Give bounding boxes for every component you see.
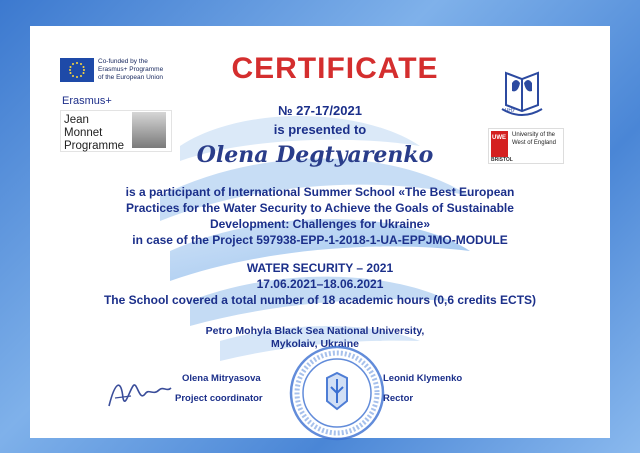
hours-statement: The School covered a total number of 18 academic hours (0,6 credits ECTS) — [103, 293, 537, 307]
bristol-label: BRISTOL — [491, 157, 513, 163]
left-signatory-role: Project coordinator — [175, 393, 263, 404]
university-seal-stamp — [287, 343, 387, 443]
uwe-logo-text: UWE — [492, 135, 506, 141]
university-line-2: Mykolaiv, Ukraine — [271, 338, 359, 350]
body-line-2: Practices for the Water Security to Achieve the Goals of Sustainable — [126, 201, 514, 215]
chnu-university-logo — [496, 65, 548, 121]
eu-cofunded-text: Co-funded by the Erasmus+ Programme of the European Union — [98, 58, 164, 81]
body-line-1: is a participant of International Summer School «The Best European — [125, 185, 515, 199]
presented-to-text: is presented to — [273, 122, 367, 137]
body-line-4: in case of the Project 597938-EPP-1-2018-1-UA-EPPJMO-MODULE — [132, 233, 508, 247]
uwe-name-text: University of the West of England — [512, 132, 556, 146]
left-handwritten-signature — [105, 372, 175, 412]
university-line-1: Petro Mohyla Black Sea National University, — [205, 325, 425, 337]
jean-monnet-text: Jean Monnet Programme — [64, 114, 125, 152]
chnu-label: ЧНУ — [505, 108, 516, 114]
event-title: WATER SECURITY – 2021 — [246, 261, 394, 275]
event-dates: 17.06.2021–18.06.2021 — [256, 277, 384, 291]
certificate-title: CERTIFICATE — [231, 52, 439, 85]
right-signatory-role: Rector — [383, 393, 414, 404]
certificate-number: № 27-17/2021 — [278, 103, 362, 118]
erasmus-plus-label: Erasmus+ — [62, 95, 112, 107]
body-line-3: Development: Challenges for Ukraine» — [209, 217, 431, 231]
left-signatory-name: Olena Mitryasova — [182, 373, 261, 384]
eu-stars-icon — [60, 58, 94, 82]
recipient-name: Olena Degtyarenko — [196, 142, 434, 168]
right-signatory-name: Leonid Klymenko — [383, 373, 463, 384]
eu-flag-logo — [60, 58, 94, 82]
